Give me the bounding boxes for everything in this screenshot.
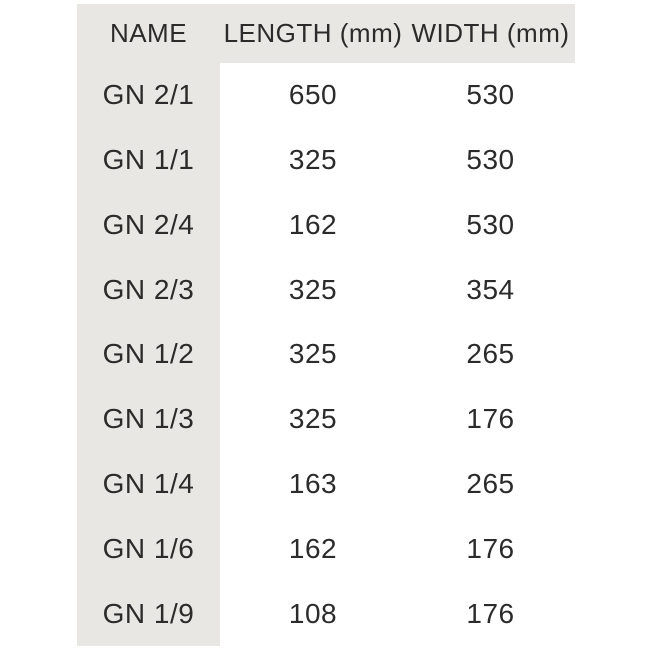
column-header-width: WIDTH (mm) xyxy=(406,4,575,63)
cell-width: 354 xyxy=(406,257,575,322)
cell-width: 265 xyxy=(406,322,575,387)
column-header-length: LENGTH (mm) xyxy=(220,4,406,63)
row-name: GN 1/4 xyxy=(77,452,220,517)
column-header-name: NAME xyxy=(77,4,220,63)
cell-width: 530 xyxy=(406,128,575,193)
row-name: GN 1/3 xyxy=(77,387,220,452)
cell-length: 162 xyxy=(220,516,406,581)
cell-length: 108 xyxy=(220,581,406,646)
cell-length: 325 xyxy=(220,257,406,322)
cell-length: 650 xyxy=(220,63,406,128)
cell-length: 325 xyxy=(220,322,406,387)
cell-width: 176 xyxy=(406,581,575,646)
cell-length: 325 xyxy=(220,128,406,193)
gn-size-table xyxy=(77,4,575,646)
cell-width: 265 xyxy=(406,452,575,517)
cell-width: 176 xyxy=(406,516,575,581)
row-name: GN 1/1 xyxy=(77,128,220,193)
cell-length: 325 xyxy=(220,387,406,452)
row-name: GN 2/4 xyxy=(77,193,220,258)
cell-width: 176 xyxy=(406,387,575,452)
cell-length: 163 xyxy=(220,452,406,517)
row-name: GN 1/9 xyxy=(77,581,220,646)
cell-width: 530 xyxy=(406,63,575,128)
cell-width: 530 xyxy=(406,193,575,258)
row-name: GN 2/1 xyxy=(77,63,220,128)
cell-length: 162 xyxy=(220,193,406,258)
row-name: GN 1/2 xyxy=(77,322,220,387)
row-name: GN 2/3 xyxy=(77,257,220,322)
row-name: GN 1/6 xyxy=(77,516,220,581)
